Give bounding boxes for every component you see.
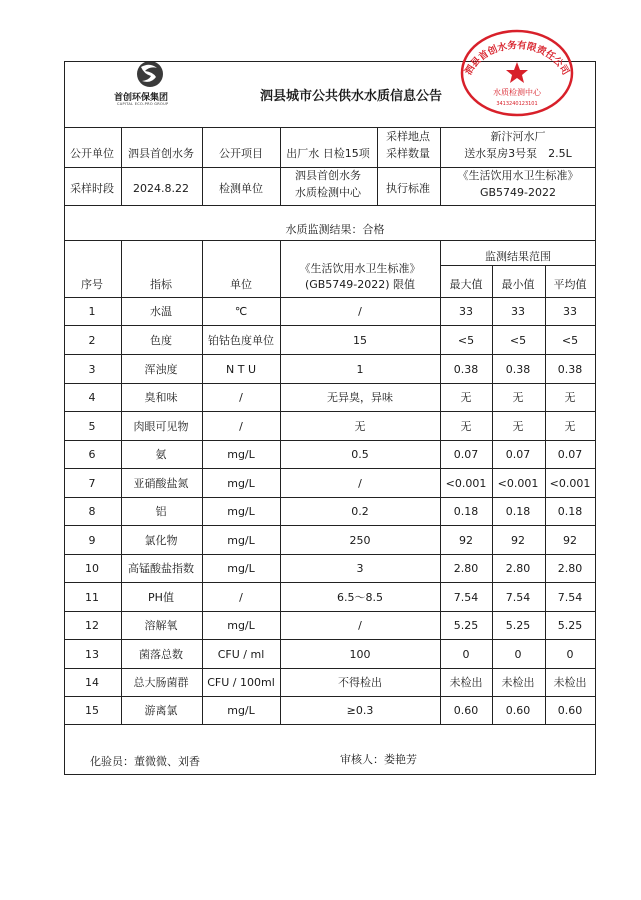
official-seal (452, 18, 582, 118)
label-publish-item: 公开项目 (219, 147, 263, 160)
row-min: 0.07 (505, 448, 531, 461)
row-limit: 不得检出 (338, 676, 382, 689)
row-avg: 92 (563, 534, 577, 547)
row-unit: CFU / 100ml (207, 676, 275, 689)
row-no: 15 (85, 704, 99, 717)
row-limit: / (358, 305, 362, 318)
col-header-limit-line1: 《生活饮用水卫生标准》 (299, 262, 421, 275)
row-indicator: 高锰酸盐指数 (128, 562, 194, 575)
tester-signature: 化验员：董微微、刘香 (90, 755, 200, 768)
col-header-indicator: 指标 (150, 278, 172, 291)
row-limit: 0.5 (351, 448, 369, 461)
row-avg: 无 (564, 391, 576, 404)
standard-line2: GB5749-2022 (479, 186, 557, 199)
label-sample-site: 采样地点 (386, 130, 430, 143)
row-indicator: 氯化物 (144, 534, 178, 547)
row-indicator: 肉眼可见物 (133, 420, 189, 433)
row-unit: 铂钴色度单位 (208, 334, 274, 347)
row-no: 9 (88, 534, 96, 547)
row-avg: 0.18 (557, 505, 583, 518)
row-max: 无 (460, 391, 472, 404)
row-unit: mg/L (227, 562, 255, 575)
row-max: 0.60 (453, 704, 479, 717)
row-no: 4 (88, 391, 96, 404)
row-max: 未检出 (449, 676, 483, 689)
row-unit: mg/L (227, 704, 255, 717)
row-unit: mg/L (227, 477, 255, 490)
row-avg: 33 (563, 305, 577, 318)
row-indicator: 臭和味 (144, 391, 178, 404)
publish-item-value: 出厂水 日检15项 (286, 147, 370, 160)
row-indicator: 色度 (150, 334, 172, 347)
row-limit: / (358, 477, 362, 490)
label-standard: 执行标准 (386, 182, 430, 195)
row-indicator: PH值 (148, 591, 174, 604)
row-max: 0.38 (453, 363, 479, 376)
row-max: <5 (457, 334, 475, 347)
reviewer-signature: 审核人：娄艳芳 (340, 753, 417, 766)
svg-text:泗县首创水务有限责任公司: 泗县首创水务有限责任公司 (463, 40, 571, 78)
row-min: 无 (512, 391, 524, 404)
row-avg: <0.001 (549, 477, 591, 490)
row-min: 0.18 (505, 505, 531, 518)
col-header-max: 最大值 (449, 278, 483, 291)
row-avg: 0.07 (557, 448, 583, 461)
row-avg: 0.38 (557, 363, 583, 376)
row-max: 0.18 (453, 505, 479, 518)
row-min: <5 (509, 334, 527, 347)
row-no: 3 (88, 363, 96, 376)
row-limit: 无 (354, 420, 366, 433)
row-indicator: 氨 (155, 448, 167, 461)
row-min: 2.80 (505, 562, 531, 575)
testing-unit-line1: 泗县首创水务 (295, 169, 361, 182)
row-no: 12 (85, 619, 99, 632)
row-max: 2.80 (453, 562, 479, 575)
col-header-no: 序号 (81, 278, 103, 291)
row-unit: / (239, 591, 243, 604)
row-limit: 250 (349, 534, 371, 547)
sample-time-value: 2024.8.22 (133, 182, 189, 195)
row-avg: 2.80 (557, 562, 583, 575)
page-title: 泗县城市公共供水水质信息公告 (260, 89, 443, 104)
publish-unit-value: 泗县首创水务 (128, 147, 194, 160)
row-max: 0 (462, 648, 470, 661)
row-min: 0 (514, 648, 522, 661)
row-indicator: 溶解氧 (144, 619, 178, 632)
row-min: <0.001 (497, 477, 539, 490)
row-no: 2 (88, 334, 96, 347)
result-text: 水质监测结果：合格 (285, 223, 385, 236)
sample-qty-value: 送水泵房3号泵 2.5L (464, 147, 572, 160)
standard-line1: 《生活饮用水卫生标准》 (457, 169, 579, 182)
row-limit: 1 (356, 363, 364, 376)
row-unit: / (239, 420, 243, 433)
row-min: 92 (511, 534, 525, 547)
svg-text:3413240123101: 3413240123101 (496, 101, 538, 107)
row-indicator: 菌落总数 (139, 648, 183, 661)
label-sample-qty: 采样数量 (386, 147, 430, 160)
row-max: 92 (459, 534, 473, 547)
row-max: <0.001 (445, 477, 487, 490)
row-min: 0.60 (505, 704, 531, 717)
row-unit: mg/L (227, 505, 255, 518)
row-indicator: 亚硝酸盐氮 (133, 477, 189, 490)
row-indicator: 水温 (150, 305, 172, 318)
row-unit: / (239, 391, 243, 404)
label-publish-unit: 公开单位 (70, 147, 114, 160)
col-header-unit: 单位 (230, 278, 252, 291)
row-max: 7.54 (453, 591, 479, 604)
col-header-limit-line2: (GB5749-2022) 限值 (304, 278, 416, 291)
row-min: 0.38 (505, 363, 531, 376)
row-avg: 7.54 (557, 591, 583, 604)
company-logo-text: 首创环保集团 (114, 93, 169, 103)
row-avg: 0.60 (557, 704, 583, 717)
row-avg: 无 (564, 420, 576, 433)
row-no: 1 (88, 305, 96, 318)
row-no: 6 (88, 448, 96, 461)
row-unit: mg/L (227, 448, 255, 461)
row-min: 33 (511, 305, 525, 318)
row-no: 10 (85, 562, 99, 575)
row-no: 14 (85, 676, 99, 689)
row-min: 无 (512, 420, 524, 433)
row-min: 5.25 (505, 619, 531, 632)
row-indicator: 铝 (155, 505, 167, 518)
label-sample-time: 采样时段 (70, 182, 114, 195)
row-unit: CFU / ml (217, 648, 265, 661)
row-limit: 6.5～8.5 (337, 591, 383, 604)
row-max: 5.25 (453, 619, 479, 632)
svg-text:水质检测中心: 水质检测中心 (493, 88, 541, 97)
col-header-min: 最小值 (501, 278, 535, 291)
row-limit: ≥0.3 (346, 704, 374, 717)
col-header-avg: 平均值 (553, 278, 587, 291)
row-min: 7.54 (505, 591, 531, 604)
row-max: 33 (459, 305, 473, 318)
row-avg: <5 (561, 334, 579, 347)
row-unit: mg/L (227, 534, 255, 547)
row-avg: 0 (566, 648, 574, 661)
row-indicator: 总大肠菌群 (133, 676, 189, 689)
row-no: 5 (88, 420, 96, 433)
row-no: 7 (88, 477, 96, 490)
col-header-range: 监测结果范围 (485, 250, 551, 263)
row-limit: 无异臭，异味 (327, 391, 393, 404)
row-no: 11 (85, 591, 99, 604)
row-limit: 15 (353, 334, 367, 347)
sample-site-value: 新汴河水厂 (490, 130, 546, 143)
row-avg: 未检出 (553, 676, 587, 689)
row-unit: mg/L (227, 619, 255, 632)
row-max: 0.07 (453, 448, 479, 461)
row-limit: 100 (349, 648, 371, 661)
row-no: 8 (88, 505, 96, 518)
row-indicator: 浑浊度 (144, 363, 178, 376)
row-limit: / (358, 619, 362, 632)
row-max: 无 (460, 420, 472, 433)
row-limit: 3 (356, 562, 364, 575)
row-avg: 5.25 (557, 619, 583, 632)
row-unit: ℃ (234, 305, 248, 318)
row-limit: 0.2 (351, 505, 369, 518)
row-no: 13 (85, 648, 99, 661)
seal-star-icon (506, 62, 528, 83)
label-testing-unit: 检测单位 (219, 182, 263, 195)
row-min: 未检出 (501, 676, 535, 689)
row-indicator: 游离氯 (144, 704, 178, 717)
company-logo-subtext: CAPITAL ECO-PRO GROUP (117, 102, 169, 106)
row-unit: N T U (226, 363, 256, 376)
testing-unit-line2: 水质检测中心 (295, 186, 361, 199)
